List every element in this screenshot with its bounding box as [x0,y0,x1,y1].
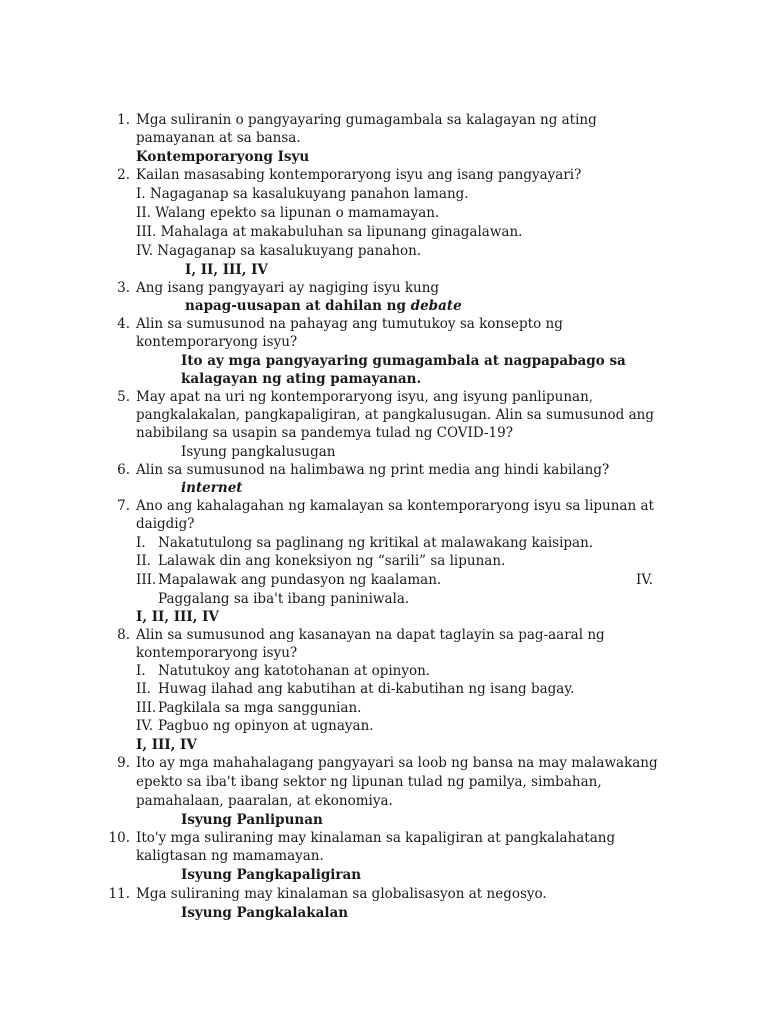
option-text: Pagkilala sa mga sanggunian. [158,700,362,716]
answer-text: I, II, III, IV [136,609,219,625]
answer-text: Isyung Panlipunan [181,812,323,828]
option-numeral: IV. [636,572,654,588]
question-text: Alin sa sumusunod na halimbawa ng print media ang hindi kabilang? [136,462,610,478]
question-text: daigdig? [136,516,195,532]
answer-text: kalagayan ng ating pamayanan. [181,371,422,387]
option-text: I. Nagaganap sa kasalukuyang panahon lamang. [136,186,469,202]
question-text: Ang isang pangyayari ay nagiging isyu kung [136,280,440,296]
question-text: Ito'y mga suliraning may kinalaman sa kapaligiran at pangkalahatang [136,830,616,846]
question-text: Alin sa sumusunod na pahayag ang tumutukoy sa konsepto ng [136,316,563,332]
item-number: 3. [117,280,130,296]
option-text: Nakatutulong sa paglinang ng kritikal at malawakang kaisipan. [158,535,594,551]
item-number: 6. [117,462,130,478]
option-text: Lalawak din ang koneksiyon ng “sarili” sa lipunan. [158,553,506,569]
option-numeral: II. [136,553,151,569]
item-number: 1. [117,112,130,128]
answer-text: I, III, IV [136,737,197,753]
item-number: 9. [117,755,130,771]
option-numeral: II. [136,681,151,697]
option-text: Paggalang sa iba't ibang paniniwala. [158,591,410,607]
option-numeral: III. [136,700,157,716]
question-text: Kailan masasabing kontemporaryong isyu ang isang pangyayari? [136,167,582,183]
option-text: Huwag ilahad ang kabutihan at di-kabutihan ng isang bagay. [158,681,575,697]
answer-text: Isyung Pangkapaligiran [181,867,362,883]
question-text: Ano ang kahalagahan ng kamalayan sa kontemporaryong isyu sa lipunan at [136,498,654,514]
item-number: 7. [117,498,130,514]
option-numeral: IV. [136,718,154,734]
question-text: May apat na uri ng kontemporaryong isyu, ang isyung panlipunan, [136,389,594,405]
item-number: 10. [108,830,130,846]
option-text: IV. Nagaganap sa kasalukuyang panahon. [136,243,422,259]
question-text: Ito ay mga mahahalagang pangyayari sa loob ng bansa na may malawakang [136,755,658,771]
option-numeral: I. [136,535,146,551]
option-numeral: III. [136,572,157,588]
answer-text: Isyung Pangkalakalan [181,905,349,921]
item-number: 11. [108,886,130,902]
item-number: 4. [117,316,130,332]
question-text: kontemporaryong isyu? [136,334,298,350]
item-number: 5. [117,389,130,405]
question-text: epekto sa iba't ibang sektor ng lipunan tulad ng pamilya, simbahan, [136,774,602,790]
question-text: Mga suliraning may kinalaman sa globalisasyon at negosyo. [136,886,547,902]
question-text: Mga suliranin o pangyayaring gumagambala sa kalagayan ng ating [136,112,597,128]
answer-text: I, II, III, IV [185,262,268,278]
option-text: Natutukoy ang katotohanan at opinyon. [158,663,431,679]
question-text: Alin sa sumusunod ang kasanayan na dapat taglayin sa pag-aaral ng [136,627,605,643]
option-text: Mapalawak ang pundasyon ng kaalaman. [158,572,442,588]
item-number: 2. [117,167,130,183]
answer-italic: debate [410,298,462,314]
question-text: pamahalaan, paaralan, at ekonomiya. [136,793,393,809]
answer-text: Ito ay mga pangyayaring gumagambala at nagpapabago sa [181,353,626,369]
question-text: kaligtasan ng mamamayan. [136,848,324,864]
option-text: Pagbuo ng opinyon at ugnayan. [158,718,374,734]
answer-text: Isyung pangkalusugan [181,444,336,460]
answer-text: internet [181,480,243,496]
item-number: 8. [117,627,130,643]
answer-main: napag-uusapan at dahilan ng [185,298,406,314]
option-text: III. Mahalaga at makabuluhan sa lipunang ginagalawan. [136,224,523,240]
answer-text: Kontemporaryong Isyu [136,149,310,165]
question-text: pamayanan at sa bansa. [136,130,301,146]
question-text: pangkalakalan, pangkapaligiran, at pangkalusugan. Alin sa sumusunod ang [136,407,654,423]
question-text: nabibilang sa usapin sa pandemya tulad ng COVID-19? [136,425,513,441]
answer-text [185,297,462,315]
question-text: kontemporaryong isyu? [136,645,298,661]
option-numeral: I. [136,663,146,679]
option-text: II. Walang epekto sa lipunan o mamamayan. [136,205,440,221]
